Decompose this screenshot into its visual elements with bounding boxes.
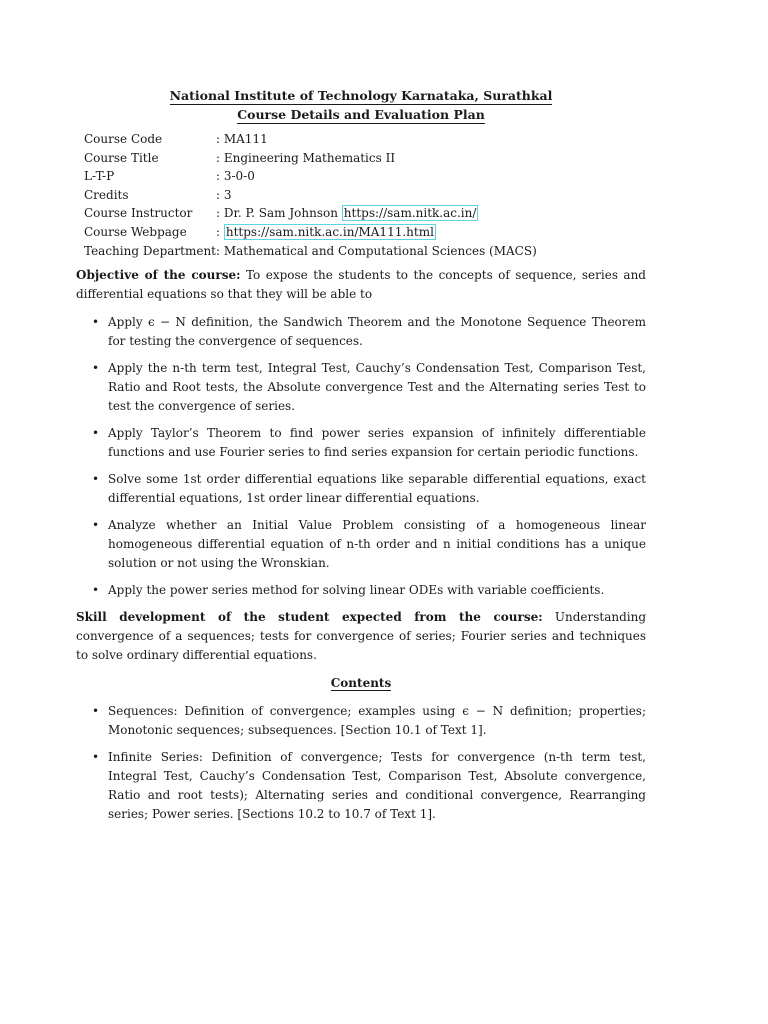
detail-row-webpage	[84, 223, 654, 242]
list-item: • Apply the n-th term test, Integral Test, Cauchy’s Condensation Test, Comparison Test, Ratio and Root tests, the Absolute convergence Test and the Alternating series Test to test the convergence of series.	[76, 359, 646, 416]
detail-row-ltp	[84, 167, 654, 186]
detail-row-credits	[84, 186, 654, 205]
course-details-table	[84, 130, 654, 260]
document-subtitle: Course Details and Evaluation Plan	[237, 107, 485, 122]
objectives-list	[76, 313, 646, 600]
detail-value: : Mathematical and Computational Sciences (MACS)	[216, 243, 537, 258]
list-item: • Infinite Series: Definition of convergence; Tests for convergence (n-th term test, Integral Test, Cauchy’s Condensation Test, Comparison Test, Absolute convergence, Ratio and root tests); Alternating series and conditional convergence, Rearranging series; Power series. [Sections 10.2 to 10.7 of Text 1].	[76, 748, 646, 824]
detail-value-instructor	[216, 204, 654, 223]
instructor-name: : Dr. P. Sam Johnson	[216, 206, 342, 221]
webpage-prefix: :	[216, 224, 224, 239]
list-item: • Apply Taylor’s Theorem to find power series expansion of infinitely differentiable functions and use Fourier series to find series expansion for certain periodic functions.	[76, 424, 646, 462]
detail-row-course-code	[84, 130, 654, 149]
skill-text: Understanding convergence of a sequences; tests for convergence of series; Fourier series and techniques to solve ordinary differential equations.	[76, 610, 647, 662]
detail-label: Course Title	[84, 150, 159, 165]
detail-label: Credits	[84, 187, 129, 202]
detail-row-department	[84, 242, 654, 261]
detail-label: L-T-P	[84, 169, 115, 184]
institute-title: National Institute of Technology Karnataka, Surathkal	[169, 88, 553, 103]
list-item: • Analyze whether an Initial Value Problem consisting of a homogeneous linear homogeneous differential equation of n-th order and n initial conditions has a unique solution or not using the Wronskian.	[76, 516, 646, 573]
detail-label: Teaching Department	[84, 243, 216, 258]
instructor-homepage-link[interactable]: https://sam.nitk.ac.in/	[343, 206, 477, 221]
detail-value: : 3	[216, 187, 232, 202]
objective-heading: Objective of the course:	[76, 268, 241, 282]
skill-heading: Skill development of the student expected from the course:	[76, 610, 543, 624]
skill-paragraph	[76, 608, 646, 665]
list-item: • Solve some 1st order differential equations like separable differential equations, exact differential equations, 1st order linear differential equations.	[76, 470, 646, 508]
list-item: • Apply the power series method for solving linear ODEs with variable coefficients.	[76, 581, 646, 600]
detail-label: Course Instructor	[84, 206, 193, 221]
detail-value: : MA111	[216, 132, 268, 146]
contents-list	[76, 702, 646, 824]
list-item: • Sequences: Definition of convergence; examples using ϵ − N definition; properties; Monotonic sequences; subsequences. [Section 10.1 of Text 1].	[76, 702, 646, 740]
contents-heading	[0, 674, 722, 693]
detail-value: : Engineering Mathematics II	[216, 150, 396, 165]
document-header	[0, 86, 722, 124]
course-webpage-link[interactable]: https://sam.nitk.ac.in/MA111.html	[225, 224, 434, 239]
detail-row-instructor	[84, 204, 654, 223]
detail-label: Course Webpage	[84, 224, 187, 239]
detail-value-webpage	[216, 223, 654, 242]
detail-row-course-title	[84, 149, 654, 168]
contents-title-text: Contents	[330, 676, 392, 690]
list-item: • Apply ϵ − N definition, the Sandwich Theorem and the Monotone Sequence Theorem for testing the convergence of sequences.	[76, 313, 646, 351]
objective-paragraph	[76, 266, 646, 304]
objective-text: To expose the students to the concepts of sequence, series and differential equations so that they will be able to	[76, 268, 646, 301]
detail-value: : 3-0-0	[216, 169, 255, 184]
detail-label: Course Code	[84, 132, 163, 146]
